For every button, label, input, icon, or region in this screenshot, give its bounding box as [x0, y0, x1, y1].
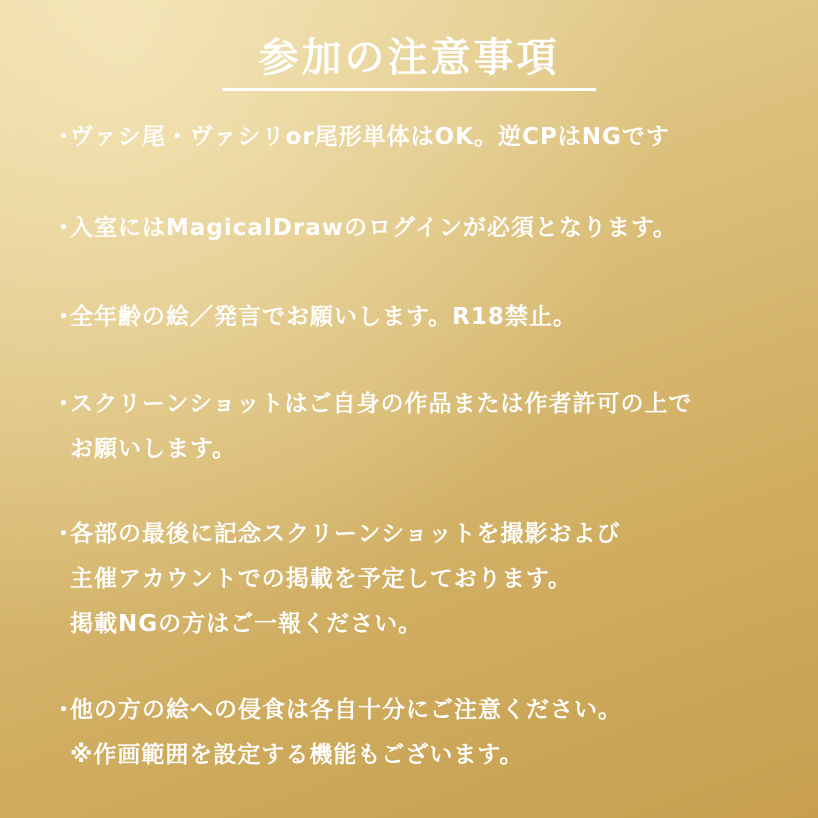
bullet: ・ [52, 124, 76, 150]
page-title: 参加の注意事項 [258, 35, 560, 81]
rule-item [52, 382, 812, 472]
rule-line [52, 115, 812, 160]
rule-item [52, 206, 812, 251]
bullet: ・ [52, 215, 76, 241]
rule-line [52, 512, 812, 557]
title-underline [222, 88, 596, 91]
rule-line [52, 733, 812, 778]
rule-text: 主催アカウントでの掲載を予定しております。 [70, 566, 572, 592]
rule-text: お願いします。 [70, 436, 237, 462]
rule-item [52, 295, 812, 340]
rule-line [52, 427, 812, 472]
rule-line [52, 206, 812, 251]
rule-text: 掲載NGの方はご一報ください。 [70, 611, 423, 637]
rule-line [52, 557, 812, 602]
rule-text: 入室にはMagicalDrawのログインが必須となります。 [70, 215, 678, 241]
rule-text: 全年齢の絵／発言でお願いします。R18禁止。 [70, 304, 577, 330]
rule-text: ※作画範囲を設定する機能もございます。 [70, 742, 524, 768]
bullet: ・ [52, 697, 76, 723]
rule-item [52, 512, 812, 647]
rule-line [52, 688, 812, 733]
bullet: ・ [52, 391, 76, 417]
rule-line [52, 602, 812, 647]
rule-text: スクリーンショットはご自身の作品または作者許可の上で [70, 391, 693, 417]
rule-line [52, 382, 812, 427]
rule-item [52, 688, 812, 778]
rule-item [52, 115, 812, 160]
bullet: ・ [52, 521, 76, 547]
rule-line [52, 295, 812, 340]
rule-text: 他の方の絵への侵食は各自十分にご注意ください。 [70, 697, 622, 723]
bullet: ・ [52, 304, 76, 330]
rule-text: 各部の最後に記念スクリーンショットを撮影および [70, 521, 621, 547]
rule-text: ヴァシ尾・ヴァシリor尾形単体はOK。逆CPはNGです [70, 124, 670, 150]
